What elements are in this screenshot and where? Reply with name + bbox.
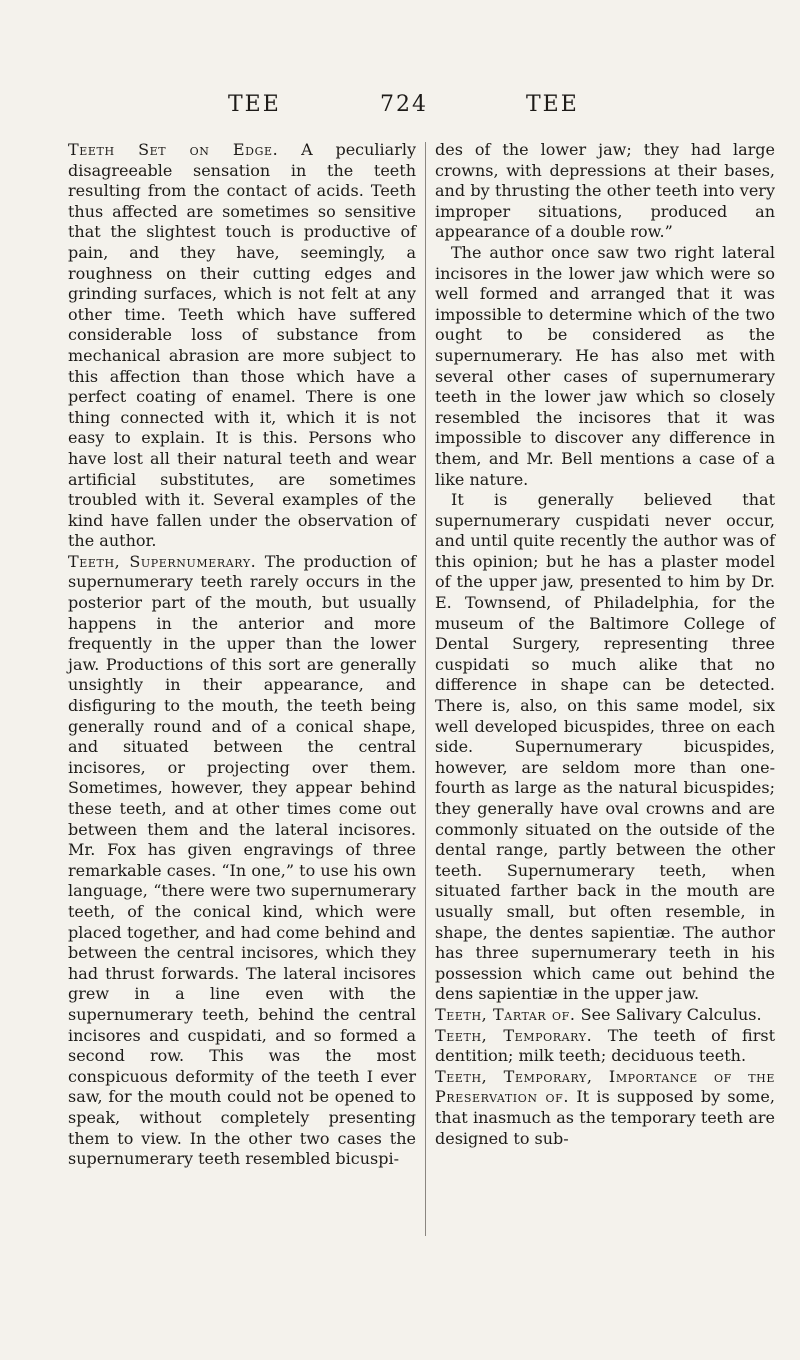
entry-heading: Teeth, Temporary. [435, 1025, 593, 1045]
entry-text: The teeth of first dentition; milk teeth; deciduous teeth. [435, 1025, 776, 1066]
entry-text: It is supposed by some, that inasmuch as the temporary teeth are designed to sub- [435, 1087, 775, 1148]
entry-text: The production of supernumerary teeth rarely occurs in the posterior part of the mouth, but usually happens in the anterior and more frequently in the upper than the lower jaw. Productions of this sort are generally unsightly in their appearance, and disfiguring to the mouth, the teeth being generally round and of a conical shape, and situated between the central incisores, or projecting over them. Sometimes, however, they appear behind these teeth, and at other times come out between them and the lateral incisores. Mr. Fox has given engravings of three remarkable cases. “In one,” to use his own language, “there were two supernumerary teeth, of the conical kind, which were placed together, and had come behind and between the central incisores, which they had thrust forwards. The lateral incisores grew in a line even with the supernumerary teeth, behind the central incisores and cuspidati, and so formed a second row. This was the most conspicuous deformity of the teeth I ever saw, for the mouth could not be opened to speak, without completely presenting them to view. In the other two cases the supernumerary teeth resembled bicuspi- [68, 551, 416, 1169]
column-divider [425, 142, 426, 1236]
header-right-word: TEE [526, 92, 579, 117]
paragraph [435, 243, 775, 490]
entry-text: des of the lower jaw; they had large crowns, with depressions at their bases, and by thrusting the other teeth into very improper situations, produced an appearance of a double row.” [435, 140, 775, 242]
entry-text: It is generally believed that supernumerary cuspidati never occur, and until quite recently the author was of this opinion; but he has a plaster model of the upper jaw, presented to him by Dr. E. Townsend, of Philadelphia, for the museum of the Baltimore College of Dental Surgery, representing three cuspidati so much alike that no difference in shape can be detected. There is, also, on this same model, six well developed bicuspides, three on each side. Supernumerary bicuspides, however, are seldom more than one-fourth as large as the natural bicuspides; they generally have oval crowns and are commonly situated on the outside of the dental range, partly between the other teeth. Supernumerary teeth, when situated farther back in the mouth are usually small, but often resemble, in shape, the dentes sapientiæ. The author has three supernumerary teeth in his possession which came out behind the dens sapientiæ in the upper jaw. [435, 490, 775, 1004]
entry-teeth-temporary [435, 1026, 775, 1067]
right-column [435, 140, 775, 1149]
header-left-word: TEE [228, 92, 281, 117]
paragraph [435, 490, 775, 1005]
entry-teeth-temporary-importance [435, 1067, 775, 1149]
running-header [0, 92, 800, 126]
entry-text: A peculiarly disagreeable sensation in the teeth resulting from the contact of acids. Teeth thus affected are sometimes so sensitive that the slightest touch is productive of pain, and they have, seemingly, a roughness on their cutting edges and grinding surfaces, which is not felt at any other time. Teeth which have suffered considerable loss of substance from mechanical abrasion are more subject to this affection than those which have a perfect coating of enamel. There is one thing connected with it, which it is not easy to explain. It is this. Persons who have lost all their natural teeth and wear artificial substitutes, are sometimes troubled with it. Several examples of the kind have fallen under the observation of the author. [68, 140, 417, 551]
entry-heading: Teeth, Tartar of. [435, 1004, 576, 1024]
entry-heading: Teeth, Temporary, Importance of the Preservation of. [435, 1066, 775, 1107]
page-number: 724 [380, 92, 428, 117]
entry-heading: Teeth Set on Edge. [68, 140, 279, 159]
entry-heading: Teeth, Supernumerary. [68, 551, 257, 571]
entry-continuation [435, 140, 775, 243]
entry-teeth-set-on-edge [68, 140, 416, 552]
left-column [68, 140, 416, 1170]
entry-text: See Salivary Calculus. [575, 1004, 762, 1024]
entry-text: The author once saw two right lateral incisores in the lower jaw which were so well formed and arranged that it was impossible to determine which of the two ought to be considered as the supernumerary. He has also met with several other cases of supernumerary teeth in the lower jaw which so closely resembled the incisores that it was impossible to discover any difference in them, and Mr. Bell mentions a case of a like nature. [435, 242, 775, 489]
entry-teeth-supernumerary [68, 552, 416, 1170]
entry-teeth-tartar-of [435, 1005, 775, 1026]
